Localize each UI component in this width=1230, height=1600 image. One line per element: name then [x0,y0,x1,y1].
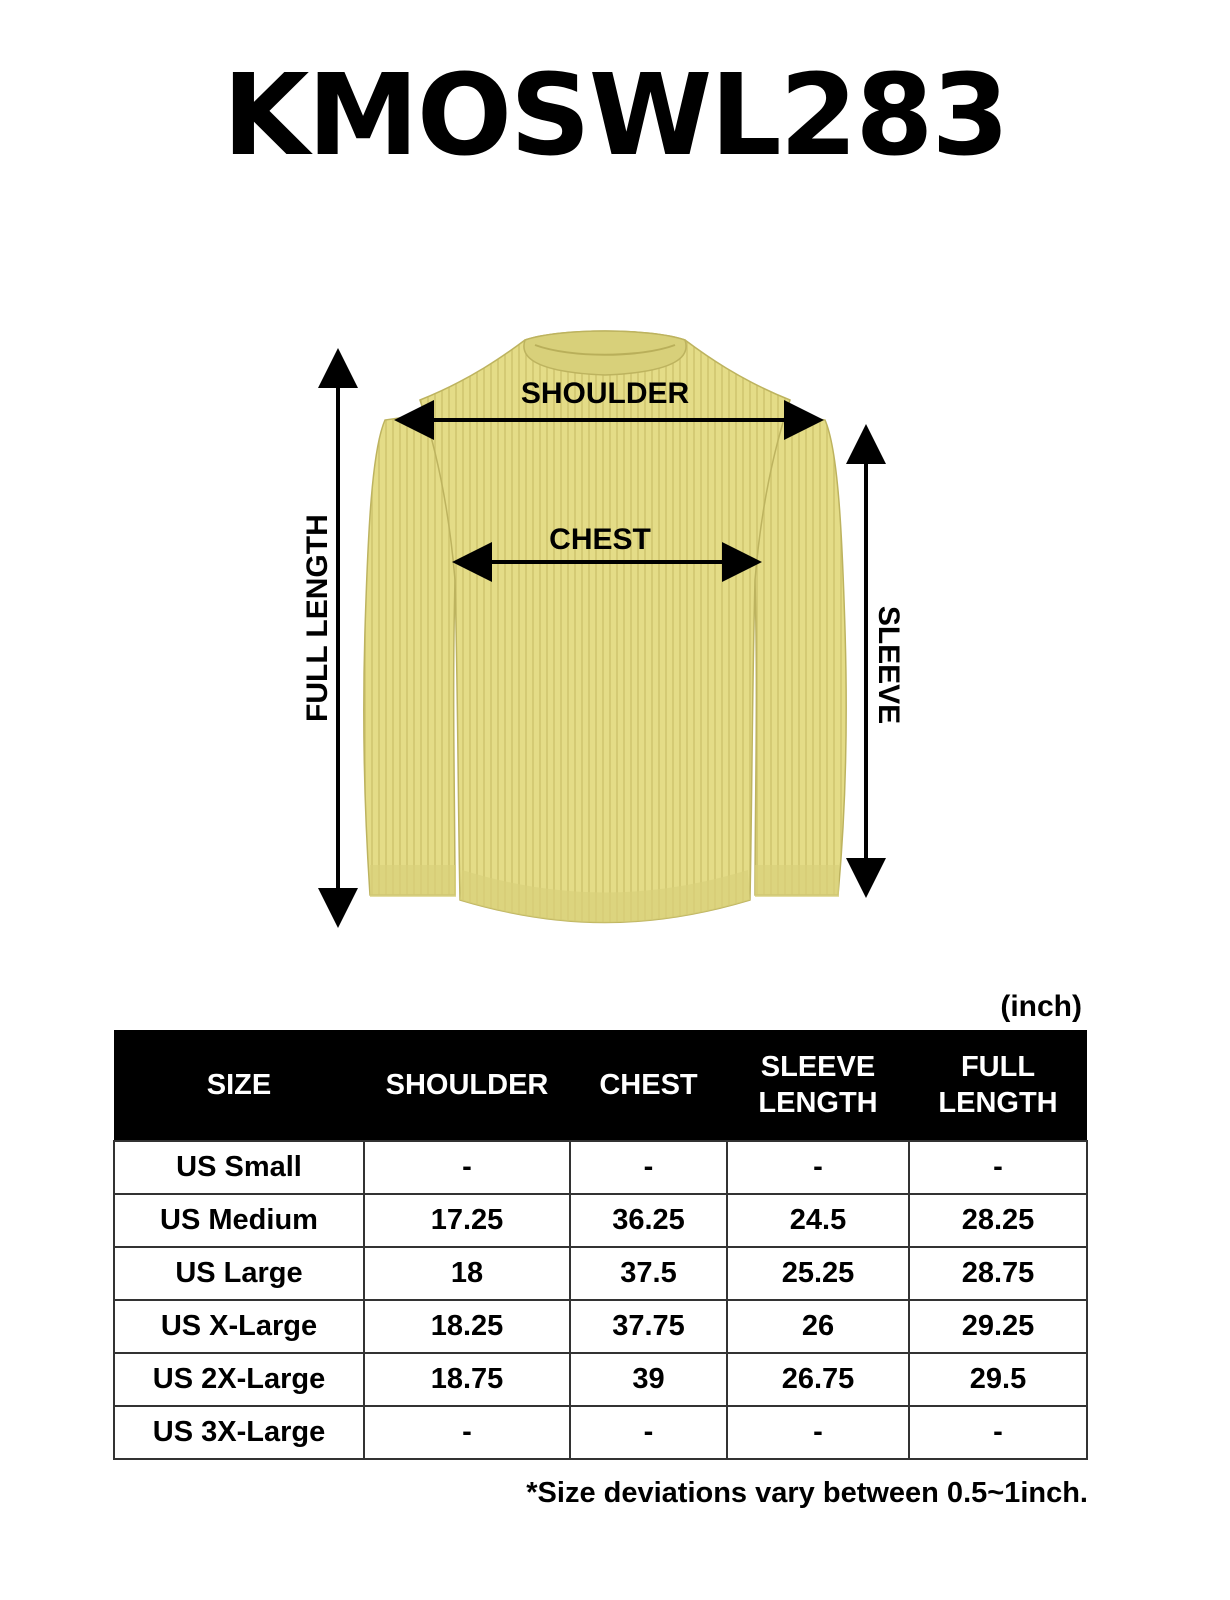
header-shoulder: SHOULDER [364,1030,570,1141]
sleeve-length-cell: 25.25 [727,1247,909,1300]
shoulder-cell: - [364,1406,570,1459]
table-header-row [114,1030,1087,1141]
chest-cell: - [570,1141,727,1194]
shoulder-cell: 17.25 [364,1194,570,1247]
full-length-cell: 29.25 [909,1300,1087,1353]
header-full-length [909,1030,1087,1141]
chest-cell: 36.25 [570,1194,727,1247]
table-row [114,1141,1087,1194]
table-row [114,1194,1087,1247]
size-cell: US Medium [114,1194,364,1247]
full-length-cell: - [909,1141,1087,1194]
size-deviation-note: *Size deviations vary between 0.5~1inch. [526,1477,1088,1509]
header-size: SIZE [114,1030,364,1141]
table-row [114,1247,1087,1300]
full-length-label: FULL LENGTH [301,514,334,722]
full-length-cell: 28.75 [909,1247,1087,1300]
shoulder-label: SHOULDER [520,377,690,410]
chest-cell: 37.5 [570,1247,727,1300]
size-cell: US 2X-Large [114,1353,364,1406]
shoulder-cell: 18 [364,1247,570,1300]
table-row [114,1300,1087,1353]
measurement-diagram [0,300,1230,960]
header-sleeve-length-text: SLEEVE LENGTH [758,1050,878,1119]
sleeve-length-cell: - [727,1406,909,1459]
sleeve-length-cell: - [727,1141,909,1194]
header-chest: CHEST [570,1030,727,1141]
chest-cell: 37.75 [570,1300,727,1353]
size-cell: US Large [114,1247,364,1300]
table-row [114,1406,1087,1459]
shoulder-cell: 18.25 [364,1300,570,1353]
size-chart-table [113,1030,1088,1460]
chest-cell: - [570,1406,727,1459]
shoulder-cell: 18.75 [364,1353,570,1406]
sleeve-length-cell: 24.5 [727,1194,909,1247]
chest-label: CHEST [549,523,651,556]
chest-cell: 39 [570,1353,727,1406]
full-length-cell: 29.5 [909,1353,1087,1406]
product-code-title: KMOSWL283 [222,51,1008,181]
size-cell: US X-Large [114,1300,364,1353]
sleeve-length-cell: 26 [727,1300,909,1353]
size-cell: US Small [114,1141,364,1194]
full-length-cell: 28.25 [909,1194,1087,1247]
size-cell: US 3X-Large [114,1406,364,1459]
sleeve-length-cell: 26.75 [727,1353,909,1406]
sleeve-label: SLEEVE [872,605,905,725]
unit-label: (inch) [1000,990,1082,1023]
full-length-cell: - [909,1406,1087,1459]
header-full-length-text: FULL LENGTH [938,1050,1058,1119]
shoulder-cell: - [364,1141,570,1194]
table-row [114,1353,1087,1406]
header-sleeve-length [727,1030,909,1141]
